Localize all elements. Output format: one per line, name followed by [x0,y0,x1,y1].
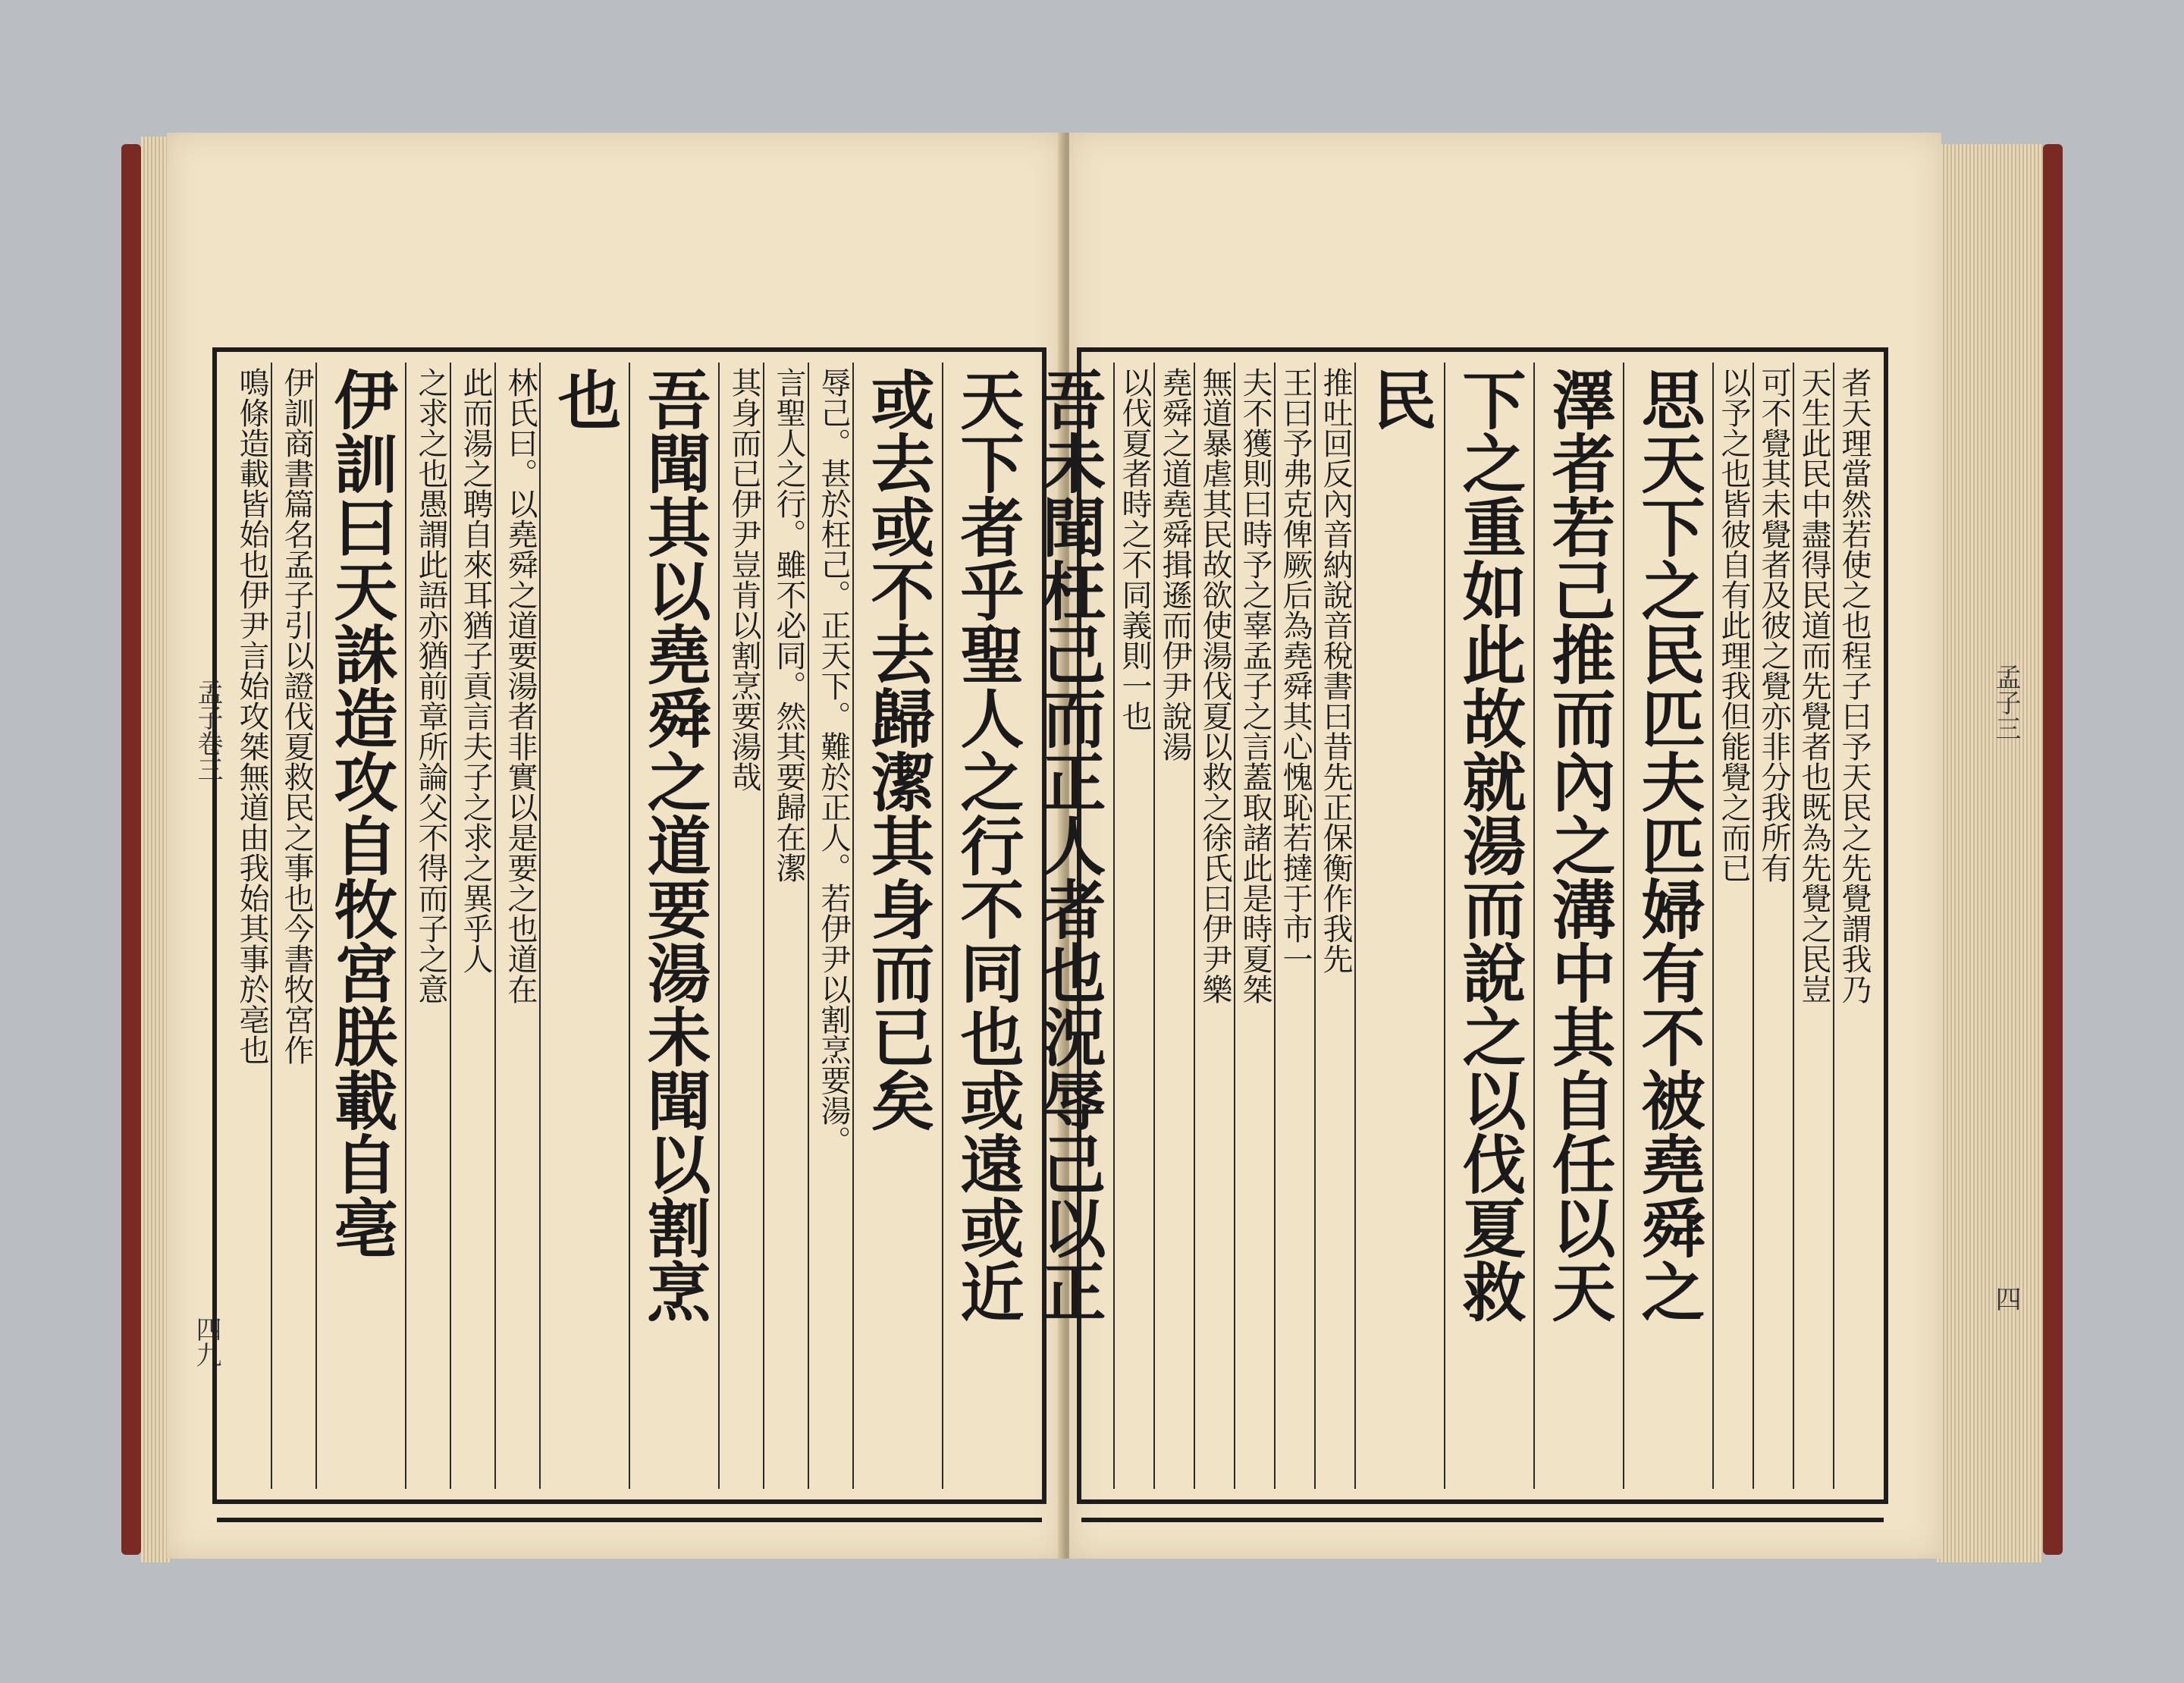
commentary-column: 言聖人之行。雖不必同。然其要歸在潔 [763,363,808,1489]
main-text-column: 澤者若己推而內之溝中其自任以天 [1533,363,1623,1489]
left-text-frame [212,347,1046,1504]
commentary-column: 林氏曰。以堯舜之道要湯者非實以是要之也道在 [494,363,539,1489]
commentary-column: 堯舜之道堯舜揖遜而伊尹說湯 [1153,363,1194,1489]
main-text-column: 思天下之民匹夫匹婦有不被堯舜之 [1623,363,1712,1489]
left-margin-title: 孟子卷三 [193,679,223,782]
commentary-column: 推吐回反內音納說音稅書曰昔先正保衡作我先 [1314,363,1354,1489]
left-columns [228,363,1031,1489]
main-text-column: 下之重如此故就湯而說之以伐夏救 [1444,363,1533,1489]
main-text-column: 或去或不去歸潔其身而已矣 [852,363,942,1489]
left-page [167,133,1062,1559]
commentary-column: 無道暴虐其民故欲使湯伐夏以救之徐氏曰伊尹樂 [1194,363,1234,1489]
right-margin-title: 孟子三 [1991,664,2021,741]
commentary-column: 以予之也皆彼自有此理我但能覺之而已 [1712,363,1753,1489]
right-bottom-rule [1081,1518,1884,1522]
commentary-column: 可不覺其未覺者及彼之覺亦非分我所有 [1753,363,1793,1489]
commentary-column: 之求之也愚謂此語亦猶前章所論父不得而子之意 [405,363,450,1489]
right-cover-edge [2043,144,2063,1555]
right-columns [1032,363,1873,1489]
commentary-column: 伊訓商書篇名孟子引以證伐夏救民之事也今書牧宮作 [271,363,315,1489]
left-cover-edge [121,144,141,1555]
commentary-column: 者天理當然若使之也程子曰予天民之先覺謂我乃 [1833,363,1873,1489]
commentary-column: 以伐夏者時之不同義則一也 [1113,363,1153,1489]
main-text-column: 也 [539,363,629,1489]
open-book [106,121,2078,1578]
commentary-column: 辱己。甚於枉己。正天下。難於正人。若伊尹以割烹要湯。 [808,363,852,1489]
right-page-edges [1937,144,2043,1562]
commentary-column: 王曰予弗克俾厥后為堯舜其心愧恥若撻于市一 [1274,363,1314,1489]
commentary-column: 此而湯之聘自來耳猶子貢言夫子之求之異乎人 [450,363,494,1489]
commentary-column: 夫不獲則曰時予之辜孟子之言蓋取諸此是時夏桀 [1234,363,1274,1489]
commentary-column: 鳴條造載皆始也伊尹言始攻桀無道由我始其事於亳也 [234,367,269,1065]
left-page-number: 四九 [191,1316,221,1367]
right-page [1032,133,2021,1559]
left-bottom-rule [217,1518,1042,1522]
right-text-frame [1032,347,1888,1504]
commentary-column: 天生此民中盡得民道而先覺者也既為先覺之民豈 [1793,363,1833,1489]
main-text-column: 吾聞其以堯舜之道要湯未聞以割烹 [629,363,718,1489]
right-page-number: 四 [1991,1286,2021,1311]
main-text-column: 吾未聞枉己而正人者也況辱己以正 [1032,367,1107,1323]
commentary-column: 其身而已伊尹豈肯以割烹要湯哉 [718,363,763,1489]
main-text-column: 伊訓曰天誅造攻自牧宮朕載自亳 [315,363,405,1489]
main-text-column: 民 [1354,363,1444,1489]
main-text-column: 天下者乎聖人之行不同也或遠或近 [942,363,1031,1489]
